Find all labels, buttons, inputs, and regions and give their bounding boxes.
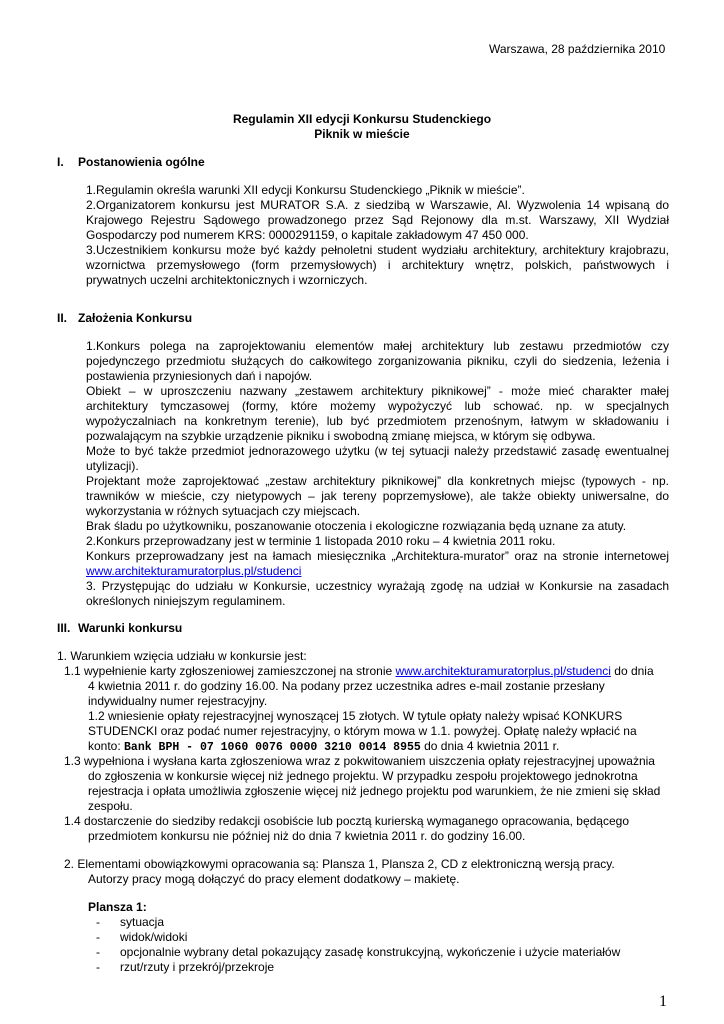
s1-point-2-line-3: Gospodarczy pod numerem KRS: 0000291159, o kapitale zakładowym 47 450 000. (86, 228, 529, 242)
title-line-2: Piknik w mieście (314, 127, 410, 141)
s2-point-3-line-1: 3. Przystępując do udziału w Konkursie, uczestnicy wyrażają zgodę na udział w Konkursie na zasadach (86, 579, 669, 593)
s3-condition-1-2-line-2: STUDENCKI oraz podać numer rejestracyjny, o którym mowa w 1.1. powyżej. Opłatę należy wpłacić na (88, 724, 637, 738)
s2-p1-line-3: postawienia przyniesionych dań i napojów. (86, 369, 313, 383)
page-number: 1 (659, 993, 667, 1010)
s3-condition-1-3-line-1: 1.3 wypełniona i wysłana karta zgłoszeniowa wraz z pokwitowaniem uiszczenia opłaty rejestracyjnej upoważnia (64, 754, 655, 768)
s3-condition-1-1-line-1: 1.1 wypełnienie karty zgłoszeniowej zamieszczonej na stronie www.architekturamuratorplus.pl/studenci do dnia (64, 664, 654, 678)
list-item: opcjonalnie wybrany detal pokazujący zasadę konstrukcyjną, wykończenie i użycie materiałów (120, 945, 621, 959)
list-dash: - (96, 960, 100, 974)
s2-p4-line-1: Projektant może zaprojektować „zestaw architektury piknikowej” dla konkretnych miejsc (typowych - np. (86, 474, 669, 488)
s3-condition-intro: 1. Warunkiem wzięcia udziału w konkursie jest: (57, 649, 307, 663)
section-3-number: III. (57, 621, 71, 635)
s1-point-2-line-2: Krajowego Rejestru Sądowego prowadzonego przez Sąd Rejonowy dla m.st. Warszawy, XII Wydział (86, 213, 669, 227)
s2-point-2-line-2: Konkurs przeprowadzany jest na łamach miesięcznika „Architektura-murator” oraz na stronie internetowej (86, 549, 669, 563)
list-item: sytuacja (120, 915, 165, 929)
section-1-number: I. (57, 155, 64, 169)
section-1-heading: Postanowienia ogólne (78, 155, 205, 169)
registration-form-link[interactable]: www.architekturamuratorplus.pl/studenci (395, 664, 611, 678)
s1-point-1: 1.Regulamin określa warunki XII edycji Konkursu Studenckiego „Piknik w mieście”. (86, 183, 525, 197)
s2-p1-line-2: pojedynczego przedmiotu służących do całkowitego zorganizowania pikniku, czyli do siedzenia, leżenia i (86, 354, 669, 368)
s3-condition-1-1-line-2: 4 kwietnia 2011 r. do godziny 16.00. Na podany przez uczestnika adres e-mail zostanie przesłany (88, 679, 605, 693)
list-dash: - (96, 915, 100, 929)
list-item: widok/widoki (120, 930, 188, 944)
s3-condition-1-4-line-2: przedmiotem konkursu nie później niż do dnia 7 kwietnia 2011 r. do godziny 16.00. (88, 829, 526, 843)
s3-condition-1-3-line-4: zespołu. (88, 799, 133, 813)
s3-condition-1-2-line-3: konto: Bank BPH - 07 1060 0076 0000 3210 0014 8955 do dnia 4 kwietnia 2011 r. (88, 739, 560, 754)
bank-account-number: Bank BPH - 07 1060 0076 0000 3210 0014 8955 (124, 741, 421, 754)
s1-point-3-line-2: wzornictwa przemysłowego (form przemysłowych) i architektury wnętrz, polskich, państwowych i (86, 258, 669, 272)
s2-p3-line-2: utylizacji). (86, 459, 139, 473)
s1-point-2-line-1: 2.Organizatorem konkursu jest MURATOR S.A. z siedzibą w Warszawie, Al. Wyzwolenia 14 wpisaną do (86, 198, 669, 212)
s2-p2-line-2: architektury tymczasowej (formy, które możemy wypożyczyć lub schować. np. w specjalnych (86, 399, 669, 413)
s3-condition-1-3-line-3: rejestracja i opłata umożliwia zgłoszenie więcej niż jednego projektu pod warunkiem, że nie zmieni się skład (88, 784, 661, 798)
title-line-1: Regulamin XII edycji Konkursu Studenckiego (232, 112, 492, 126)
s2-p4-line-3: wykorzystania w różnych sytuacjach czy miejscach. (86, 504, 361, 518)
s2-p2-line-1: Obiekt – w uproszczeniu nazwany „zestawem architektury piknikowej” - może mieć charakter małej (86, 384, 669, 398)
s1-point-3-line-1: 3.Uczestnikiem konkursu może być każdy pełnoletni student wydziału architektury, architektury krajobrazu, (86, 243, 669, 257)
s2-p1-line-1: 1.Konkurs polega na zaprojektowaniu elementów małej architektury lub zestawu przedmiotów czy (86, 339, 669, 353)
s3-point-2-line-1: 2. Elementami obowiązkowymi opracowania są: Plansza 1, Plansza 2, CD z elektroniczną wersją pracy. (64, 857, 615, 871)
list-dash: - (96, 945, 100, 959)
list-dash: - (96, 930, 100, 944)
s2-point-2-line-1: 2.Konkurs przeprowadzany jest w terminie 1 listopada 2010 roku – 4 kwietnia 2011 roku. (86, 534, 556, 548)
s2-p4-line-2: trawników w mieście, czy nietypowych – jak tereny poprzemysłowe), ale także obiekty uniwersalne, do (86, 489, 669, 503)
s3-point-2-line-2: Autorzy pracy mogą dołączyć do pracy element dodatkowy – makietę. (88, 872, 460, 886)
contest-website-link[interactable]: www.architekturamuratorplus.pl/studenci (86, 564, 302, 578)
s2-point-3-line-2: określonych niniejszym regulaminem. (86, 594, 286, 608)
section-3-heading: Warunki konkursu (78, 621, 183, 635)
s2-p2-line-4: pozwalającym na szybkie urządzenie pikniku i swobodną zmianę miejsca, w którym się odbywa. (86, 429, 596, 443)
s2-p3-line-1: Może to być także przedmiot jednorazowego użytku (w tej sytuacji należy przedstawić zasadę ewentualnej (86, 444, 669, 458)
section-2-heading: Założenia Konkursu (78, 311, 193, 325)
section-2-number: II. (57, 311, 68, 325)
place-date: Warszawa, 28 października 2010 (489, 42, 666, 56)
s3-condition-1-1-line-3: indywidualny numer rejestracyjny. (88, 694, 268, 708)
s3-condition-1-4-line-1: 1.4 dostarczenie do siedziby redakcji osobiście lub pocztą kurierską wymaganego opracowania, będącego (64, 814, 629, 828)
s3-condition-1-3-line-2: do zgłoszenia w konkursie więcej niż jednego projektu. W przypadku zespołu projektowego jednokrotna (88, 769, 638, 783)
s2-p5-line-1: Brak śladu po użytkowniku, poszanowanie otoczenia i ekologiczne rozwiązania będą uznane za atuty. (86, 519, 627, 533)
s2-p2-line-3: wypożyczalniach na konkretnym terenie), lub być przedmiotem przenośnym, łatwym w składowaniu i (86, 414, 669, 428)
s3-condition-1-2-line-1: 1.2 wniesienie opłaty rejestracyjnej wynoszącej 15 złotych. W tytule opłaty należy wpisać KONKURS (88, 709, 623, 723)
list-item: rzut/rzuty i przekrój/przekroje (120, 960, 275, 974)
s1-point-3-line-3: prywatnych uczelni architektonicznych i wzorniczych. (86, 273, 368, 287)
plansza-1-title: Plansza 1: (88, 900, 147, 914)
